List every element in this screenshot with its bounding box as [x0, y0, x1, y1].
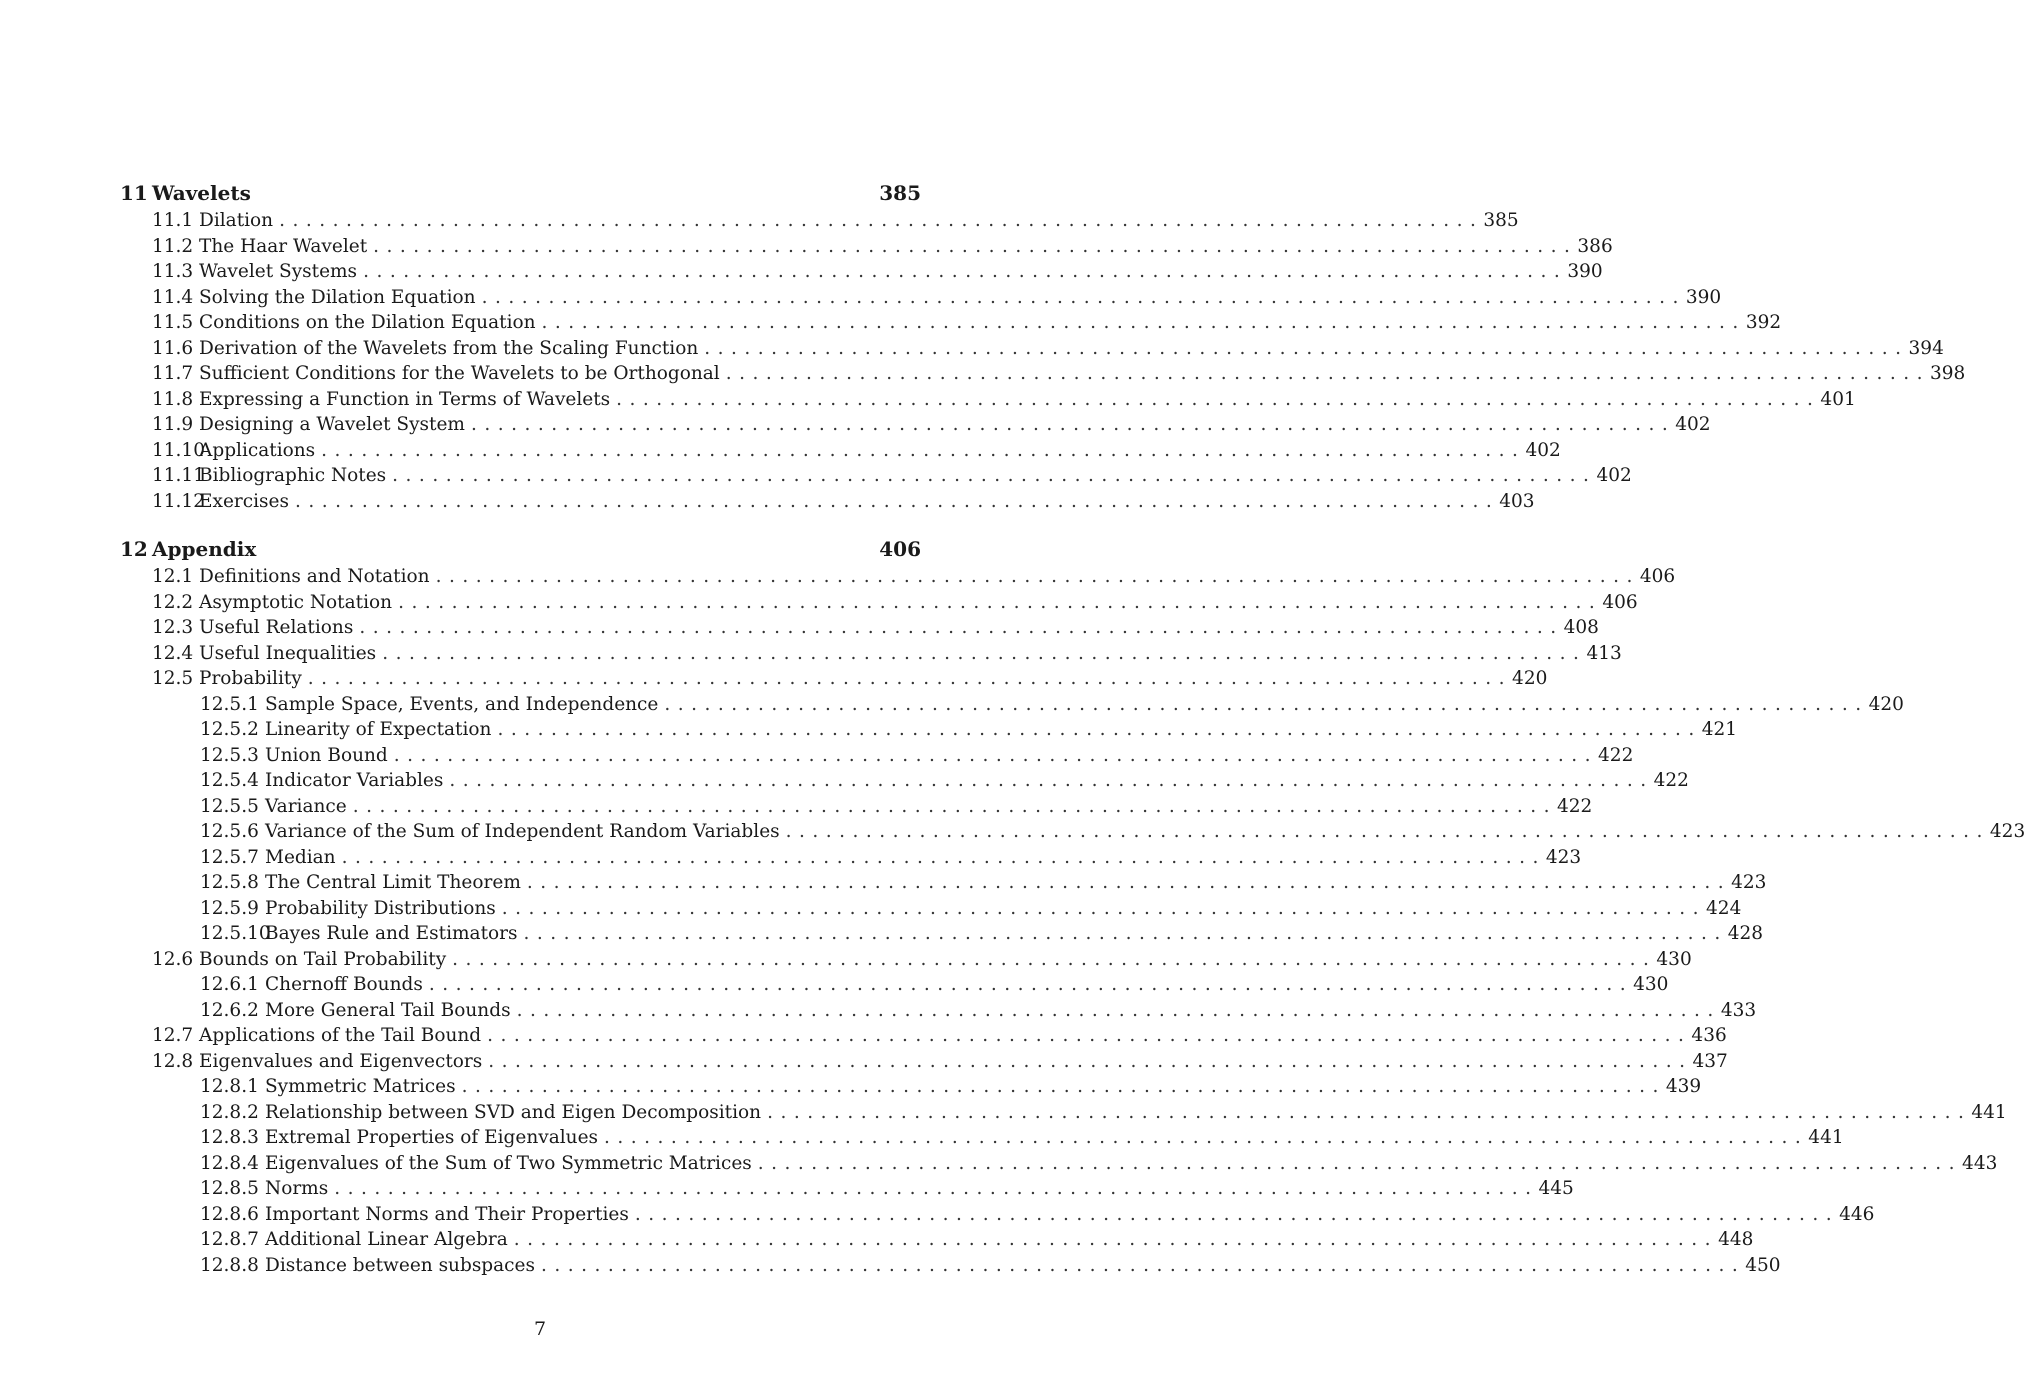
- section-page: 392: [1745, 312, 1782, 333]
- dot-leader: ..........................................................................................: [785, 821, 1990, 842]
- toc-section[interactable]: [120, 463, 1632, 489]
- dot-leader: ..........................................................................................: [461, 1076, 1666, 1097]
- dot-leader: ..........................................................................................: [604, 1127, 1809, 1148]
- section-title: Designing a Wavelet System: [199, 414, 465, 435]
- section-page: 422: [1598, 744, 1634, 766]
- section-number: 12.6: [152, 948, 194, 970]
- section-number: 12.4: [152, 642, 194, 664]
- dot-leader: ..........................................................................................: [634, 1203, 1840, 1225]
- section-number: 11.10: [152, 439, 205, 461]
- section-title: Solving the Dilation Equation: [199, 286, 476, 308]
- toc-section[interactable]: [120, 489, 1535, 515]
- section-title: Chernoff Bounds: [265, 974, 423, 995]
- chapter-page: 385: [879, 181, 921, 205]
- section-number: 12.8.4: [200, 1152, 259, 1174]
- dot-leader: ..........................................................................................: [757, 1152, 1963, 1174]
- section-page: 421: [1701, 719, 1738, 740]
- section-number: 12.5.7: [200, 846, 259, 868]
- toc-section[interactable]: [120, 564, 1676, 590]
- section-page: 424: [1706, 897, 1742, 919]
- section-page: 390: [1567, 261, 1603, 282]
- dot-leader: ..........................................................................................: [501, 897, 1707, 919]
- section-page: 433: [1720, 999, 1757, 1021]
- toc-subsection[interactable]: [120, 794, 1593, 820]
- section-page: 408: [1563, 617, 1599, 638]
- toc-section[interactable]: [120, 1023, 1727, 1049]
- dot-leader: ..........................................................................................: [363, 261, 1568, 282]
- section-number: 12.6.2: [200, 999, 259, 1021]
- toc-subsection[interactable]: [120, 1253, 1781, 1279]
- section-title: Important Norms and Their Properties: [265, 1203, 629, 1225]
- section-number: 11.4: [152, 286, 194, 308]
- toc-section[interactable]: [120, 336, 1944, 362]
- section-number: 11.5: [152, 312, 194, 333]
- section-title: Symmetric Matrices: [265, 1076, 456, 1097]
- section-title: Union Bound: [265, 744, 388, 766]
- section-number: 12.2: [152, 591, 194, 613]
- section-title: Wavelet Systems: [199, 261, 358, 282]
- toc-subsection[interactable]: [120, 998, 1757, 1024]
- dot-leader: ..........................................................................................: [307, 668, 1513, 689]
- section-page: 386: [1577, 235, 1613, 257]
- section-title: Sufficient Conditions for the Wavelets to be Orthogonal: [199, 363, 720, 384]
- toc-subsection[interactable]: [120, 692, 1904, 718]
- section-title: Expressing a Function in Terms of Wavelets: [199, 388, 611, 410]
- dot-leader: ..........................................................................................: [541, 312, 1746, 333]
- section-number: 11.8: [152, 388, 194, 410]
- section-page: 439: [1665, 1076, 1702, 1097]
- section-title: Derivation of the Wavelets from the Scaling Function: [199, 337, 699, 359]
- section-title: Exercises: [199, 490, 289, 512]
- section-number: 11.3: [152, 261, 194, 282]
- section-title: Applications: [199, 439, 316, 461]
- toc-chapter[interactable]: [120, 534, 921, 564]
- dot-leader: ..........................................................................................: [428, 974, 1634, 995]
- section-page: 406: [1602, 591, 1638, 613]
- section-number: 12.8.6: [200, 1203, 259, 1225]
- section-page: 450: [1745, 1254, 1781, 1276]
- toc-section[interactable]: [120, 947, 1692, 973]
- toc-subsection[interactable]: [120, 870, 1767, 896]
- dot-leader: ..........................................................................................: [513, 1229, 1719, 1250]
- section-page: 445: [1538, 1178, 1574, 1199]
- dot-leader: ..........................................................................................: [294, 490, 1500, 512]
- dot-leader: ..........................................................................................: [334, 1178, 1539, 1199]
- dot-leader: ..........................................................................................: [398, 591, 1603, 613]
- section-page: 428: [1727, 923, 1764, 944]
- dot-leader: ..........................................................................................: [481, 286, 1686, 308]
- section-title: The Haar Wavelet: [199, 235, 368, 257]
- section-number: 12.8: [152, 1050, 194, 1072]
- section-page: 398: [1929, 363, 1966, 384]
- dot-leader: ..........................................................................................: [382, 642, 1587, 664]
- section-title: Useful Relations: [199, 617, 354, 638]
- dot-leader: ..........................................................................................: [725, 363, 1930, 384]
- section-page: 390: [1685, 286, 1722, 308]
- section-number: 11.11: [152, 465, 205, 486]
- toc-section[interactable]: [120, 412, 1711, 438]
- chapter-number: 11: [120, 181, 148, 205]
- section-title: Norms: [265, 1178, 329, 1199]
- section-page: 441: [1808, 1127, 1844, 1148]
- section-number: 12.6.1: [200, 974, 259, 995]
- section-title: Additional Linear Algebra: [265, 1229, 508, 1250]
- section-page: 402: [1675, 414, 1711, 435]
- chapter-title: Appendix: [152, 537, 257, 561]
- toc-chapter[interactable]: [120, 178, 921, 208]
- section-number: 12.8.7: [200, 1229, 259, 1250]
- dot-leader: ..........................................................................................: [488, 1050, 1693, 1072]
- section-number: 11.2: [152, 235, 194, 257]
- section-number: 12.5.6: [200, 821, 259, 842]
- toc-subsection[interactable]: [120, 1202, 1875, 1228]
- toc-section[interactable]: [120, 259, 1603, 285]
- page-number: 7: [533, 1318, 547, 1340]
- dot-leader: ..........................................................................................: [449, 770, 1654, 791]
- section-title: Variance of the Sum of Independent Random Variables: [265, 821, 780, 842]
- section-page: 422: [1556, 795, 1593, 817]
- section-title: Eigenvalues of the Sum of Two Symmetric Matrices: [265, 1152, 752, 1174]
- toc-subsection[interactable]: [120, 972, 1669, 998]
- section-title: Bayes Rule and Estimators: [265, 923, 518, 944]
- dot-leader: ..........................................................................................: [393, 744, 1599, 766]
- dot-leader: ..........................................................................................: [616, 388, 1821, 410]
- section-number: 12.8.8: [200, 1254, 259, 1276]
- section-number: 12.3: [152, 617, 194, 638]
- toc-section[interactable]: [120, 1049, 1728, 1075]
- section-number: 12.5.5: [200, 795, 259, 817]
- toc-section[interactable]: [120, 310, 1782, 336]
- section-title: Sample Space, Events, and Independence: [265, 693, 659, 715]
- section-page: 385: [1483, 210, 1519, 231]
- chapter-page: 406: [879, 537, 921, 561]
- dot-leader: ..........................................................................................: [452, 948, 1657, 970]
- toc-subsection[interactable]: [120, 768, 1689, 794]
- section-title: Variance: [265, 795, 347, 817]
- dot-leader: ..........................................................................................: [487, 1025, 1692, 1046]
- section-title: Median: [265, 846, 336, 868]
- toc-section[interactable]: [120, 615, 1599, 641]
- dot-leader: ..........................................................................................: [523, 923, 1728, 944]
- section-number: 11.7: [152, 363, 194, 384]
- section-page: 430: [1633, 974, 1669, 995]
- section-page: 436: [1691, 1025, 1727, 1046]
- section-title: Dilation: [199, 210, 274, 231]
- section-page: 403: [1499, 490, 1535, 512]
- section-page: 423: [1731, 872, 1767, 893]
- section-number: 11.9: [152, 414, 194, 435]
- section-page: 413: [1586, 642, 1622, 664]
- section-title: Asymptotic Notation: [199, 591, 393, 613]
- section-title: The Central Limit Theorem: [265, 872, 521, 893]
- toc-subsection[interactable]: [120, 1176, 1574, 1202]
- section-number: 11.6: [152, 337, 194, 359]
- toc-section[interactable]: [120, 285, 1722, 311]
- toc-section[interactable]: [120, 438, 1561, 464]
- toc-subsection[interactable]: [120, 1074, 1702, 1100]
- section-title: Indicator Variables: [265, 770, 444, 791]
- section-number: 12.5.1: [200, 693, 259, 715]
- dot-leader: ..........................................................................................: [497, 719, 1702, 740]
- section-title: Conditions on the Dilation Equation: [199, 312, 536, 333]
- section-title: Probability: [199, 668, 302, 689]
- section-title: Linearity of Expectation: [265, 719, 492, 740]
- section-page: 437: [1692, 1050, 1728, 1072]
- section-title: Definitions and Notation: [199, 566, 430, 587]
- section-number: 12.5.3: [200, 744, 259, 766]
- section-page: 423: [1989, 821, 2025, 842]
- dot-leader: ..........................................................................................: [279, 210, 1484, 231]
- section-number: 11.1: [152, 210, 194, 231]
- section-page: 420: [1512, 668, 1548, 689]
- toc-subsection[interactable]: [120, 896, 1742, 922]
- chapter-number: 12: [120, 537, 148, 561]
- toc-subsection[interactable]: [120, 845, 1582, 871]
- section-page: 446: [1839, 1203, 1875, 1225]
- section-title: Eigenvalues and Eigenvectors: [199, 1050, 483, 1072]
- section-number: 12.7: [152, 1025, 194, 1046]
- dot-leader: ..........................................................................................: [516, 999, 1721, 1021]
- section-page: 402: [1525, 439, 1561, 461]
- dot-leader: ..........................................................................................: [373, 235, 1578, 257]
- section-page: 441: [1971, 1101, 2007, 1123]
- section-number: 12.8.5: [200, 1178, 259, 1199]
- section-number: 12.8.3: [200, 1127, 259, 1148]
- section-number: 12.5.8: [200, 872, 259, 893]
- dot-leader: ..........................................................................................: [704, 337, 1909, 359]
- dot-leader: ..........................................................................................: [767, 1101, 1972, 1123]
- dot-leader: ..........................................................................................: [352, 795, 1557, 817]
- toc-subsection[interactable]: [120, 743, 1634, 769]
- section-page: 394: [1908, 337, 1944, 359]
- section-number: 12.8.2: [200, 1101, 259, 1123]
- dot-leader: ..........................................................................................: [321, 439, 1526, 461]
- dot-leader: ..........................................................................................: [435, 566, 1640, 587]
- section-title: Useful Inequalities: [199, 642, 377, 664]
- section-page: 422: [1653, 770, 1689, 791]
- section-number: 12.5.10: [200, 923, 271, 944]
- toc-subsection[interactable]: [120, 921, 1764, 947]
- dot-leader: ..........................................................................................: [526, 872, 1732, 893]
- section-number: 12.5.2: [200, 719, 259, 740]
- dot-leader: ..........................................................................................: [359, 617, 1564, 638]
- chapter-title: Wavelets: [152, 181, 251, 205]
- section-title: Extremal Properties of Eigenvalues: [265, 1127, 599, 1148]
- section-number: 12.5: [152, 668, 194, 689]
- toc-section[interactable]: [120, 234, 1613, 260]
- section-page: 430: [1656, 948, 1692, 970]
- dot-leader: ..........................................................................................: [540, 1254, 1746, 1276]
- section-title: Bibliographic Notes: [199, 465, 387, 486]
- section-title: Applications of the Tail Bound: [199, 1025, 482, 1046]
- toc-subsection[interactable]: [120, 1151, 1998, 1177]
- section-page: 420: [1868, 693, 1904, 715]
- toc-subsection[interactable]: [120, 819, 2025, 845]
- section-page: 406: [1639, 566, 1676, 587]
- toc-section[interactable]: [120, 387, 1856, 413]
- toc-section[interactable]: [120, 361, 1966, 387]
- table-of-contents: [120, 178, 2025, 1278]
- toc-subsection[interactable]: [120, 1125, 1844, 1151]
- section-number: 12.5.4: [200, 770, 259, 791]
- section-page: 402: [1596, 465, 1632, 486]
- toc-section[interactable]: [120, 666, 1548, 692]
- section-number: 12.1: [152, 566, 194, 587]
- section-title: Distance between subspaces: [265, 1254, 535, 1276]
- section-title: Relationship between SVD and Eigen Decomposition: [265, 1101, 762, 1123]
- dot-leader: ..........................................................................................: [470, 414, 1676, 435]
- section-title: Probability Distributions: [265, 897, 496, 919]
- section-number: 11.12: [152, 490, 205, 512]
- dot-leader: ..........................................................................................: [664, 693, 1869, 715]
- section-page: 401: [1820, 388, 1856, 410]
- dot-leader: ..........................................................................................: [341, 846, 1546, 868]
- section-number: 12.8.1: [200, 1076, 259, 1097]
- dot-leader: ..........................................................................................: [392, 465, 1597, 486]
- toc-subsection[interactable]: [120, 1227, 1754, 1253]
- section-title: Bounds on Tail Probability: [199, 948, 447, 970]
- section-page: 448: [1718, 1229, 1754, 1250]
- toc-section[interactable]: [120, 208, 1519, 234]
- toc-subsection[interactable]: [120, 1100, 2007, 1126]
- toc-section[interactable]: [120, 590, 1638, 616]
- toc-subsection[interactable]: [120, 717, 1738, 743]
- section-page: 443: [1962, 1152, 1998, 1174]
- section-page: 423: [1545, 846, 1582, 868]
- section-title: More General Tail Bounds: [265, 999, 511, 1021]
- section-number: 12.5.9: [200, 897, 259, 919]
- toc-section[interactable]: [120, 641, 1622, 667]
